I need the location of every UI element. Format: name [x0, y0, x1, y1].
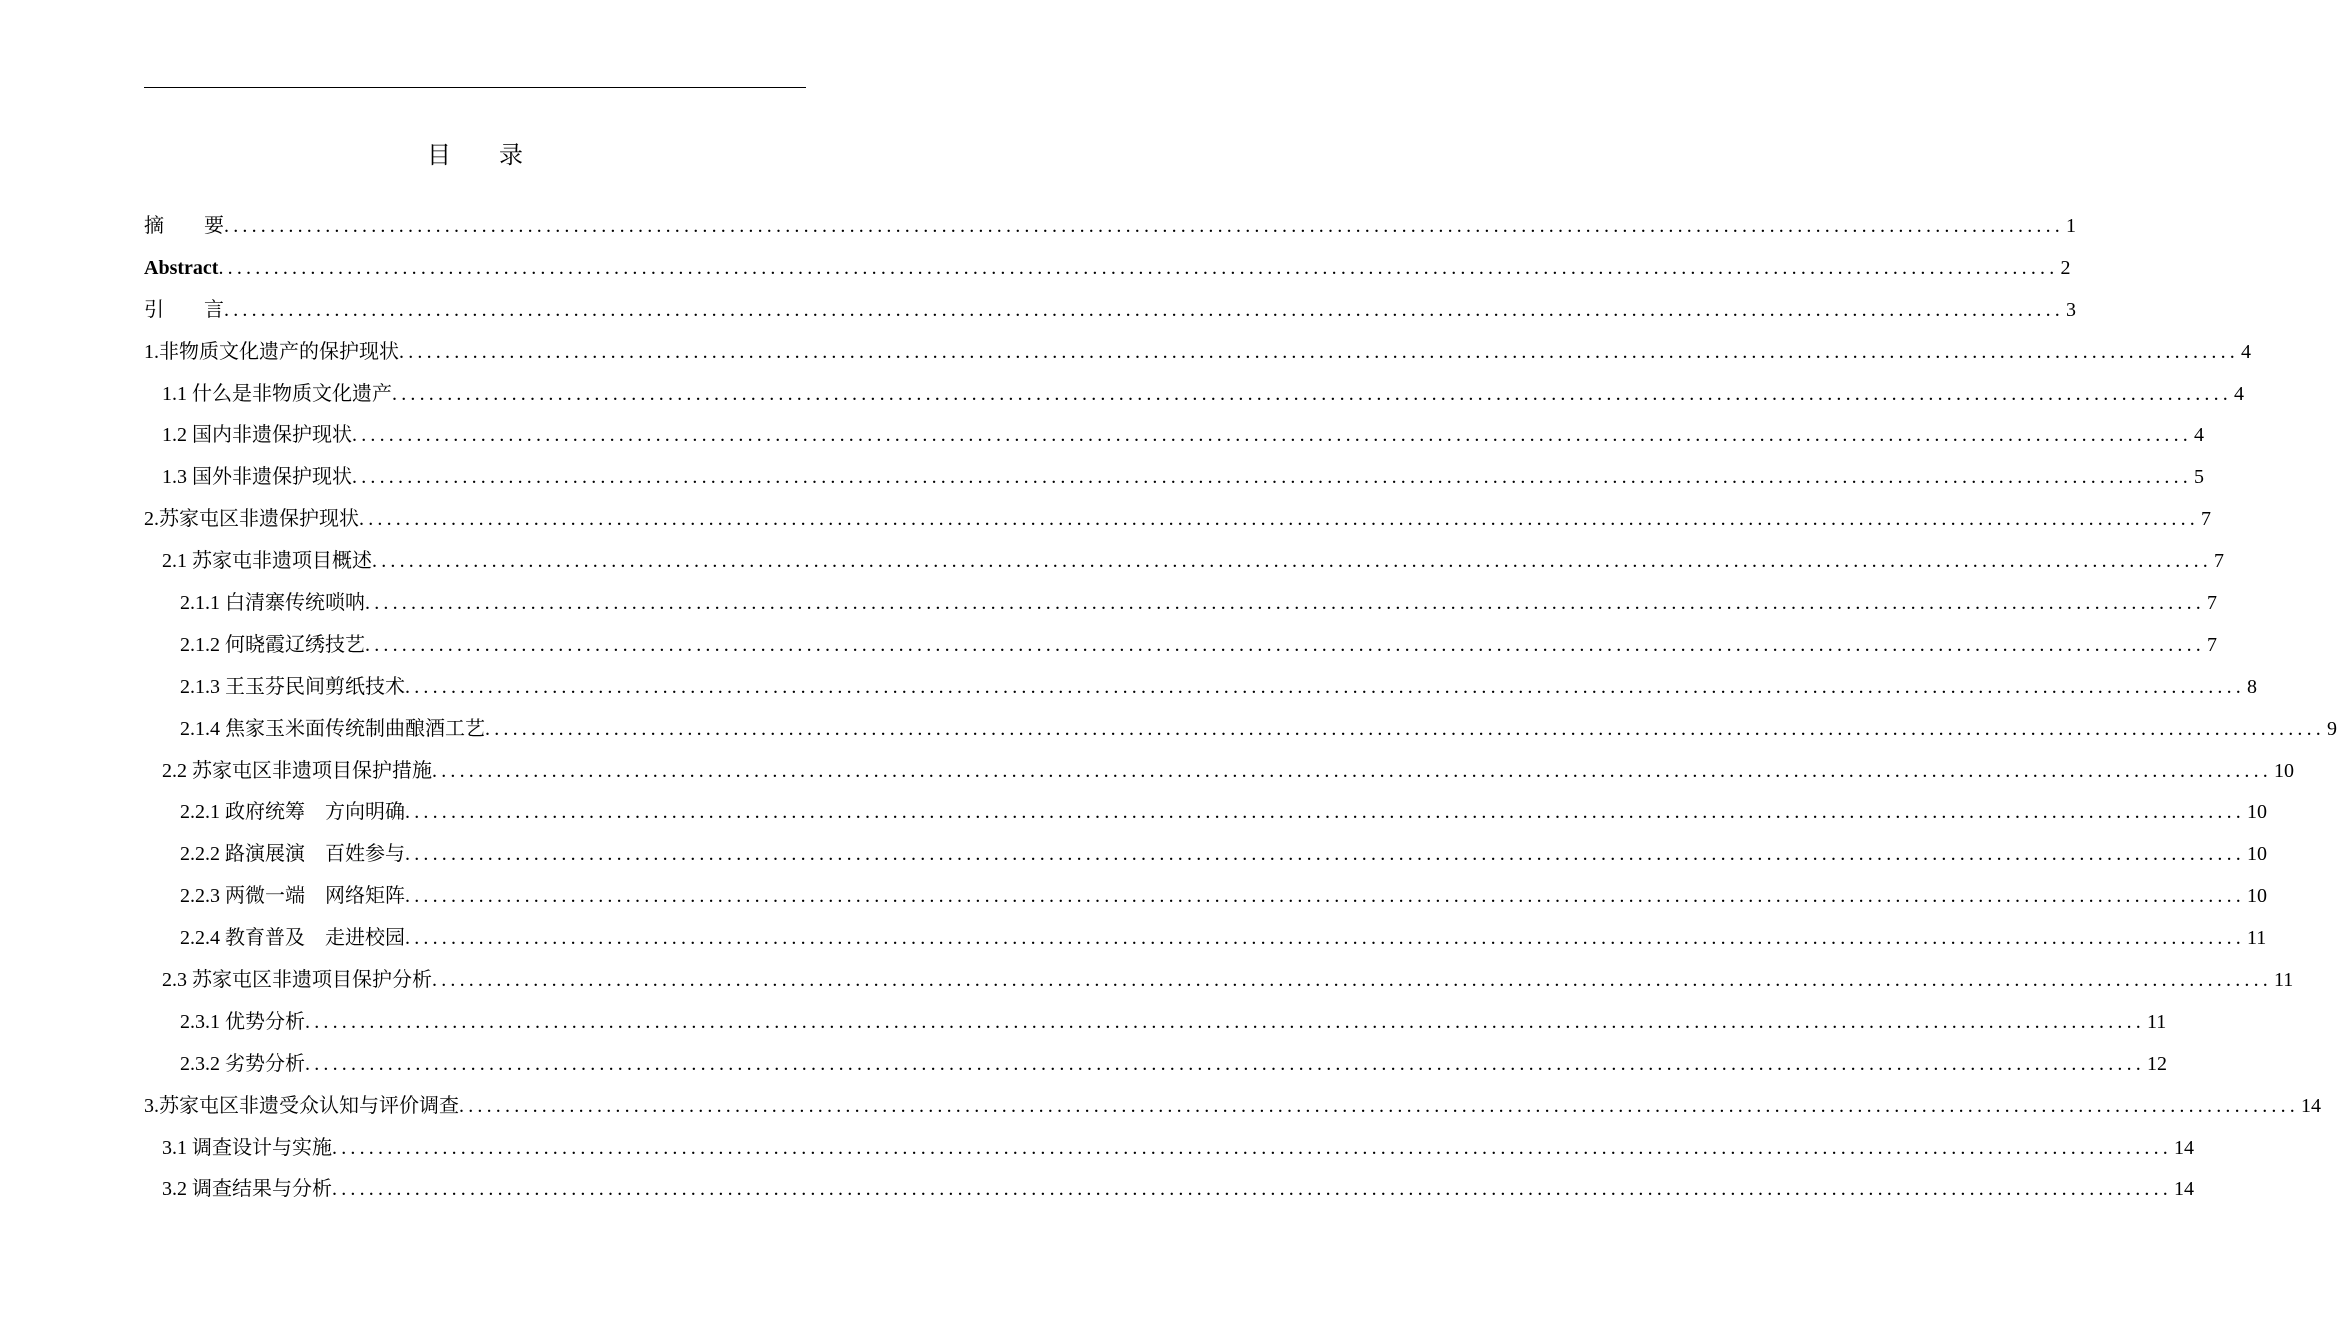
toc-dot-leader: ........................................................................................................................................................................................................	[359, 508, 2199, 531]
toc-entry[interactable]	[144, 457, 2204, 499]
toc-dot-leader: ........................................................................................................................................................................................................	[405, 675, 2245, 698]
toc-entry[interactable]	[144, 960, 2294, 1002]
toc-dot-leader: ........................................................................................................................................................................................................	[305, 1052, 2145, 1075]
toc-dot-leader: ........................................................................................................................................................................................................	[365, 633, 2205, 656]
toc-dot-leader: ........................................................................................................................................................................................................	[432, 759, 2272, 782]
toc-dot-leader: ........................................................................................................................................................................................................	[305, 1010, 2145, 1033]
toc-entry[interactable]	[144, 625, 2217, 667]
toc-page-number: 11	[2274, 969, 2294, 992]
toc-page-number: 7	[2214, 550, 2224, 573]
toc-entry-label: 2.2.3 两微一端 网络矩阵	[180, 885, 405, 908]
toc-page-number: 1	[2066, 215, 2076, 237]
toc-entry-label: 2.1.1 白清寨传统唢呐	[180, 592, 365, 615]
page-title: 目 录	[427, 143, 523, 169]
toc-entry[interactable]	[144, 1002, 2167, 1044]
table-of-contents	[144, 206, 2337, 1211]
toc-entry-label: 2.3.2 劣势分析	[180, 1052, 305, 1075]
toc-entry-label: 3.1 调查设计与实施	[162, 1136, 332, 1159]
toc-page-number: 12	[2147, 1052, 2167, 1075]
toc-dot-leader: ........................................................................................................................................................................................................	[392, 382, 2232, 405]
toc-dot-leader: ........................................................................................................................................................................................................	[399, 340, 2239, 363]
toc-entry[interactable]	[144, 1128, 2194, 1170]
toc-entry[interactable]	[144, 667, 2257, 709]
toc-entry-label: 3.苏家屯区非遗受众认知与评价调查	[144, 1094, 459, 1117]
toc-page-number: 7	[2207, 592, 2217, 615]
toc-page-number: 10	[2247, 843, 2267, 866]
toc-dot-leader: ........................................................................................................................................................................................................	[352, 466, 2192, 489]
toc-entry-label: 2.3.1 优势分析	[180, 1010, 305, 1033]
toc-entry-label: 2.1.2 何晓霞辽绣技艺	[180, 633, 365, 656]
toc-page-number: 10	[2247, 885, 2267, 908]
toc-entry[interactable]	[144, 583, 2217, 625]
toc-entry-label: 2.苏家屯区非遗保护现状	[144, 508, 359, 531]
toc-entry[interactable]	[144, 918, 2267, 960]
toc-page-number: 11	[2247, 927, 2267, 950]
toc-entry-label: 2.2.2 路演展演 百姓参与	[180, 843, 405, 866]
toc-entry-label: 2.2.4 教育普及 走进校园	[180, 927, 405, 950]
toc-dot-leader: ........................................................................................................................................................................................................	[432, 969, 2272, 992]
toc-dot-leader: ........................................................................................................................................................................................................	[405, 927, 2245, 950]
toc-entry[interactable]	[144, 290, 2076, 332]
toc-dot-leader: ........................................................................................................................................................................................................	[459, 1094, 2299, 1117]
toc-page-number: 9	[2327, 717, 2337, 740]
toc-page-number: 4	[2194, 424, 2204, 447]
toc-page-number: 3	[2066, 298, 2076, 321]
toc-entry-label: 1.非物质文化遗产的保护现状	[144, 340, 399, 363]
toc-entry[interactable]	[144, 248, 2071, 290]
toc-page-number: 14	[2301, 1094, 2321, 1117]
toc-dot-leader: ........................................................................................................................................................................................................	[485, 717, 2325, 740]
toc-entry[interactable]	[144, 332, 2251, 374]
toc-entry[interactable]	[144, 206, 2076, 248]
toc-page-number: 11	[2147, 1010, 2167, 1033]
toc-entry-label: 2.3 苏家屯区非遗项目保护分析	[162, 969, 432, 992]
toc-entry[interactable]	[144, 1086, 2321, 1128]
toc-dot-leader: ........................................................................................................................................................................................................	[224, 215, 2064, 237]
toc-page-number: 10	[2274, 759, 2294, 782]
toc-dot-leader: ........................................................................................................................................................................................................	[224, 298, 2064, 321]
toc-entry[interactable]	[144, 1044, 2167, 1086]
toc-page-number: 7	[2201, 508, 2211, 531]
toc-entry-label: 2.1.4 焦家玉米面传统制曲酿酒工艺	[180, 717, 485, 740]
toc-page-number: 10	[2247, 801, 2267, 824]
toc-dot-leader: ........................................................................................................................................................................................................	[332, 1136, 2172, 1159]
toc-dot-leader: ........................................................................................................................................................................................................	[405, 801, 2245, 824]
toc-page-number: 7	[2207, 633, 2217, 656]
toc-entry-label: 3.2 调查结果与分析	[162, 1178, 332, 1201]
header-rule	[144, 87, 806, 88]
toc-page-number: 4	[2234, 382, 2244, 405]
toc-page-number: 2	[2060, 256, 2071, 279]
toc-dot-leader: ........................................................................................................................................................................................................	[352, 424, 2192, 447]
toc-dot-leader: ........................................................................................................................................................................................................	[405, 885, 2245, 908]
toc-entry[interactable]	[144, 499, 2211, 541]
toc-entry-label: Abstract	[144, 256, 219, 279]
toc-entry[interactable]	[144, 834, 2267, 876]
toc-entry[interactable]	[144, 876, 2267, 918]
toc-dot-leader: ........................................................................................................................................................................................................	[365, 592, 2205, 615]
toc-entry-label: 2.2.1 政府统筹 方向明确	[180, 801, 405, 824]
toc-entry[interactable]	[144, 374, 2244, 416]
toc-page-number: 4	[2241, 340, 2251, 363]
toc-page-number: 5	[2194, 466, 2204, 489]
toc-entry-label: 2.1.3 王玉芬民间剪纸技术	[180, 675, 405, 698]
toc-entry[interactable]	[144, 709, 2337, 751]
toc-entry-label: 2.1 苏家屯非遗项目概述	[162, 550, 372, 573]
toc-dot-leader: ........................................................................................................................................................................................................	[405, 843, 2245, 866]
toc-page-number: 14	[2174, 1178, 2194, 1201]
toc-entry[interactable]	[144, 415, 2204, 457]
toc-entry[interactable]	[144, 1169, 2194, 1211]
toc-entry[interactable]	[144, 751, 2294, 793]
toc-entry-label: 1.2 国内非遗保护现状	[162, 424, 352, 447]
toc-entry[interactable]	[144, 541, 2224, 583]
toc-entry[interactable]	[144, 792, 2267, 834]
toc-entry-label: 摘 要	[144, 215, 224, 237]
toc-entry-label: 1.1 什么是非物质文化遗产	[162, 382, 392, 405]
toc-dot-leader: ........................................................................................................................................................................................................	[218, 256, 2059, 279]
toc-entry-label: 引 言	[144, 298, 224, 321]
toc-entry-label: 2.2 苏家屯区非遗项目保护措施	[162, 759, 432, 782]
toc-dot-leader: ........................................................................................................................................................................................................	[332, 1178, 2172, 1201]
toc-dot-leader: ........................................................................................................................................................................................................	[372, 550, 2212, 573]
toc-page-number: 14	[2174, 1136, 2194, 1159]
toc-entry-label: 1.3 国外非遗保护现状	[162, 466, 352, 489]
toc-page-number: 8	[2247, 675, 2257, 698]
